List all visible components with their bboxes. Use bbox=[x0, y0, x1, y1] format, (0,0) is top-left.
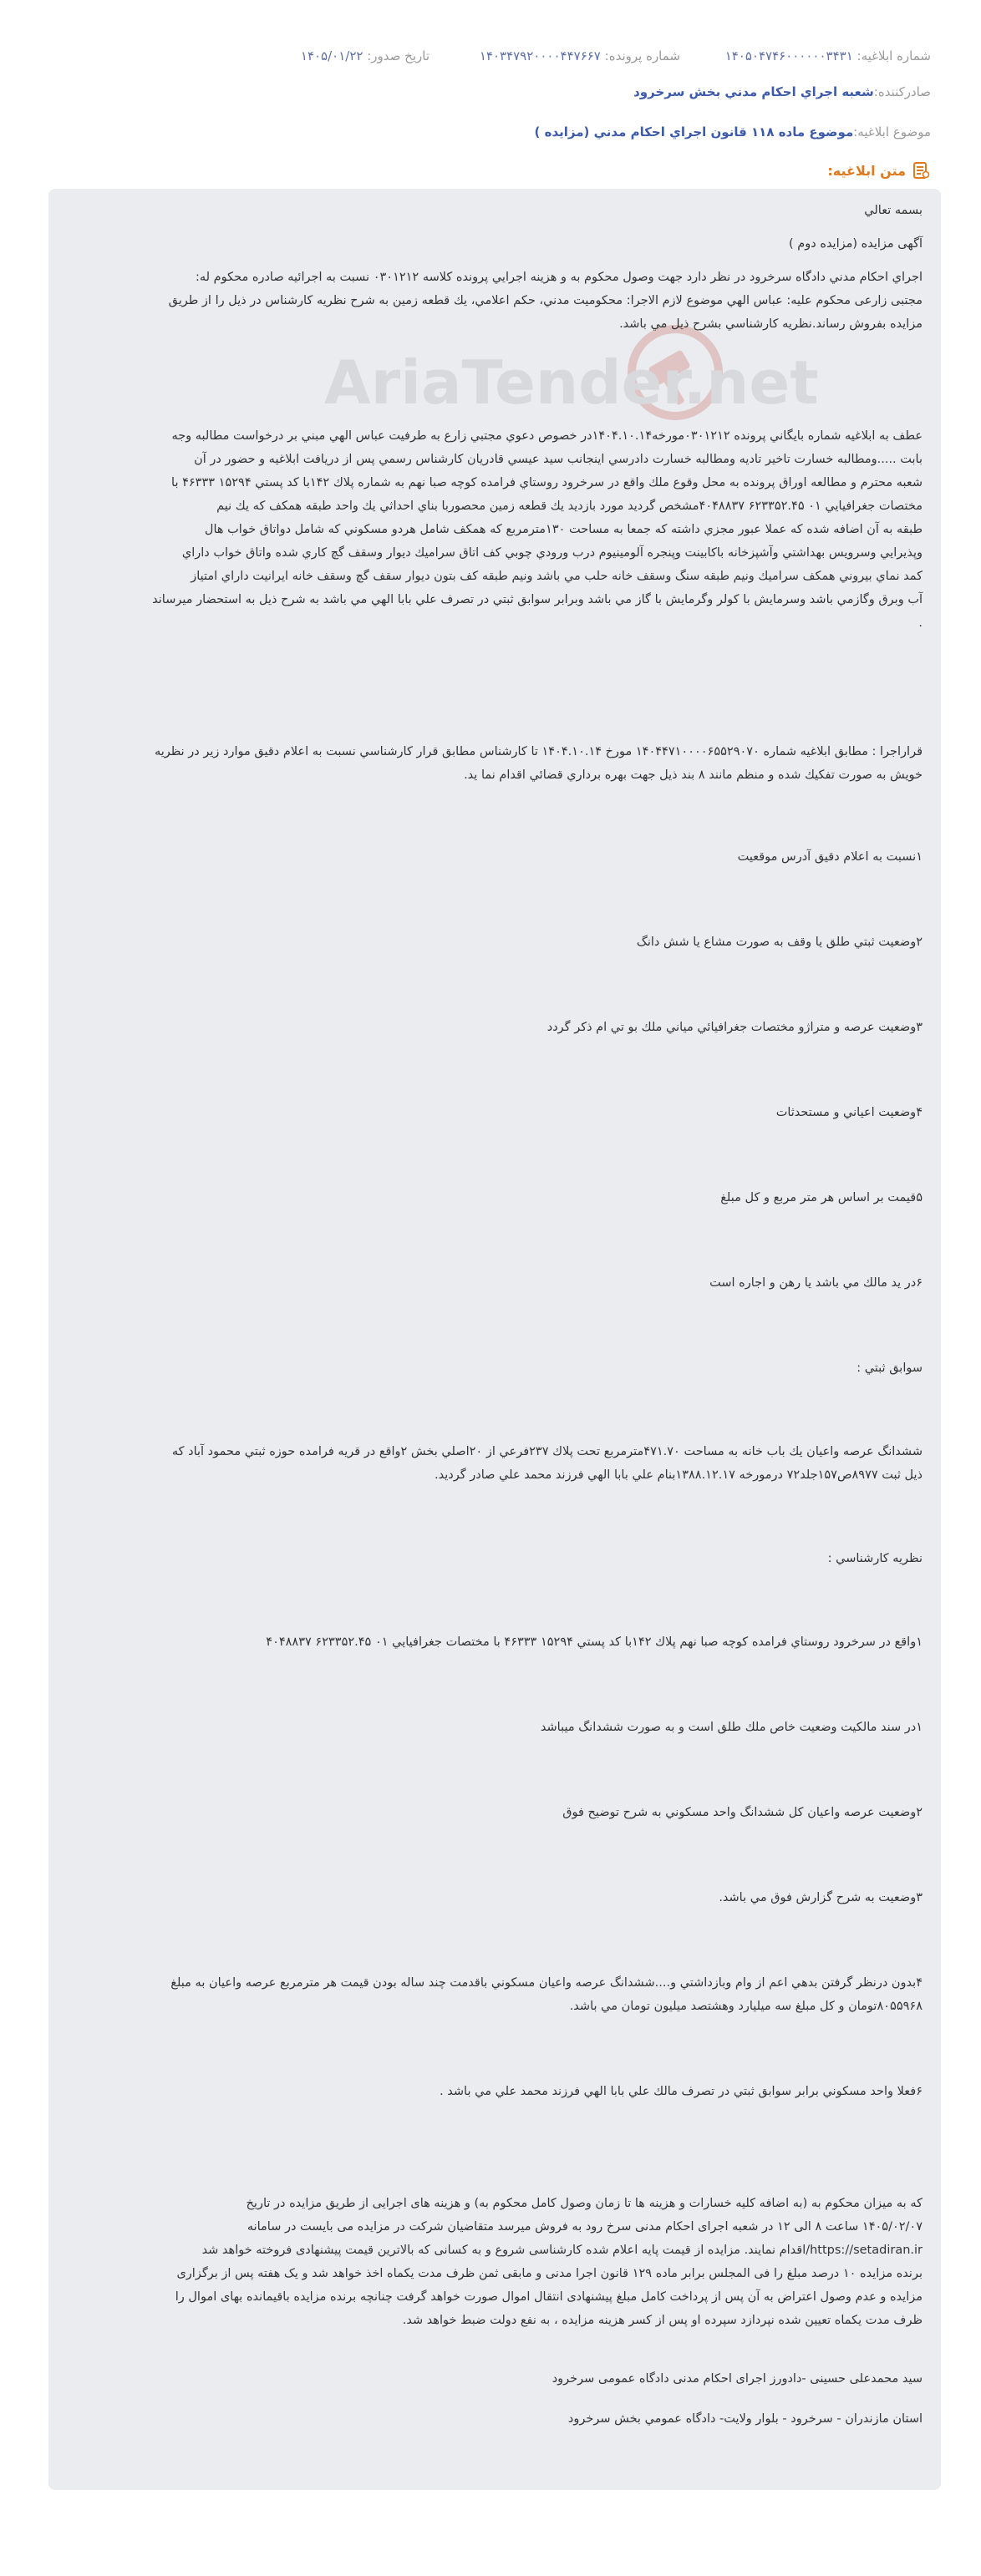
paragraph-auction-terms: که به میزان محکوم به (به اضافه کلیه خسارات و هزینه ها تا زمان وصول کامل محکوم به) و هزینه های اجرایی از طریق مزایده در تاریخ ۱۴۰۵/۰۲/۰۷ ساعت ۸ الی ۱۲ در شعبه اجرای احکام مدنی سرخ رود به فروش میرسد متقاضیان شرکت در مزایده می بایست در سامانه https://setadiran.ir/اقدام نمایند. مزایده از قیمت پایه اعلام شده کارشناسی شروع و به کسانی که بالاترین قیمت پیشنهادی فروخته خواهد شد برنده مزایده ۱۰ درصد مبلغ را فی المجلس برابر ماده ۱۲۹ قانون اجرا مدنی و مابقی ثمن ظرف مدت یکماه اخذ خواهد شد و یک هفته پس از برگزاری مزایده و عدم وصول اعتراض به آن پس از پرداخت کامل مبلغ پیشنهادی انتقال اموال صورت خواهد گرفت چنانچه برنده مزایده باقیمانده بهای اموال را ظرف مدت یکماه تعیین شده نپردازد سپرده او پس از کسر هزینه مزایده ، به نفع دولت ضبط خواهد شد. bbox=[175, 2197, 923, 2327]
hammer-logo bbox=[625, 322, 725, 423]
paragraph-order: قراراجرا : مطابق ابلاغيه شماره ۱۴۰۴۴۷۱۰۰۰۰۶۵۵۲۹۰۷۰ مورخ ۱۴۰۴.۱۰.۱۴ تا كارشناس مطابق قرار كارشناسي نسبت به اعلام دقيق موارد زير در نظريه خويش به صورت تفكيك شده و منظم مانند ۸ بند ذيل جهت بهره برداري قضائي اقدام نما يد. bbox=[154, 745, 923, 782]
list-item: ۴وضعيت اعياني و مستحدثات bbox=[775, 1106, 923, 1119]
opinion-item: ۱در سند مالكيت وضعيت خاص ملك طلق است و به صورت ششدانگ ميباشد bbox=[540, 1721, 923, 1734]
paragraph-valuation: ۴بدون درنظر گرفتن بدهي اعم از وام وبازداشتي و....ششدانگ عرصه واعيان مسكوني باقدمت چند ساله بودن قيمت هر مترمربع عرصه واعيان به مبلغ ۸۰۵۵۹۶۸تومان و كل مبلغ سه ميليارد وهشتصد ميليون تومان مي باشد. bbox=[170, 1976, 923, 2013]
opinion-item: ۲وضعيت عرصه واعيان كل ششدانگ واحد مسكوني به شرح توضيح فوق bbox=[562, 1806, 923, 1819]
list-item: ۳وضعيت عرصه و متراژو مختصات جغرافيائي مياني ملك بو تي ام ذكر گردد bbox=[546, 1021, 923, 1034]
signature-line: سید محمدعلی حسینی -دادورز اجرای احکام مدنی دادگاه عمومی سرخرود bbox=[551, 2372, 923, 2386]
subheading-registry: سوابق ثبتي : bbox=[856, 1362, 923, 1375]
watermark bbox=[199, 322, 819, 431]
issue-date: تاریخ صدور: ۱۴۰۵/۰۱/۲۲ bbox=[300, 48, 430, 63]
opinion-item: ۶فعلا واحد مسكوني برابر سوابق ثبتي در تصرف مالك علي بابا الهي فرزند محمد علي مي باشد . bbox=[440, 2085, 923, 2098]
subheading-expert-opinion: نظريه كارشناسي : bbox=[827, 1552, 923, 1565]
case-number: شماره پرونده: ۱۴۰۳۴۷۹۲۰۰۰۰۴۴۷۶۶۷ bbox=[479, 48, 680, 63]
notice-heading: آگهی مزایده (مزایده دوم ) bbox=[789, 237, 923, 251]
meta-row bbox=[50, 42, 931, 70]
document-icon bbox=[911, 160, 931, 180]
section-title: متن ابلاغیه: bbox=[50, 152, 931, 189]
opinion-item: ۳وضعيت به شرح گزارش فوق مي باشد. bbox=[719, 1891, 923, 1904]
watermark-text: AriaTender.net bbox=[324, 347, 819, 418]
list-item: ۶در يد مالك مي باشد يا رهن و اجاره است bbox=[709, 1276, 923, 1290]
subject: موضوع ابلاغیه: موضوع ماده ۱۱۸ قانون اجراي احكام مدني (مزايده ) bbox=[534, 124, 931, 139]
list-item: ۵قيمت بر اساس هر متر مربع و كل مبلغ bbox=[720, 1191, 923, 1204]
notice-number: شماره ابلاغیه: ۱۴۰۵۰۴۷۴۶۰۰۰۰۰۰۳۴۳۱ bbox=[724, 48, 931, 63]
paragraph-registry: ششدانگ عرصه واعيان يك باب خانه به مساحت ۴۷۱.۷۰مترمربع تحت پلاك ۲۳۷فرعي از ۲۰اصلي بخش ۲واقع در قريه فرامده حوزه ثبتي محمود آباد كه ذيل ثبت ۸۹۷۷ص۱۵۷جلد۷۲ درمورخه ۱۳۸۸.۱۲.۱۷بنام علي بابا الهي فرزند محمد علي صادر گرديد. bbox=[171, 1445, 923, 1482]
greeting: بسمه تعالي bbox=[864, 204, 923, 217]
list-item: ۱نسبت به اعلام دقيق آدرس موقعيت bbox=[737, 850, 923, 864]
issuer: صادرکننده: شعبه اجراي احكام مدني بخش سرخرود bbox=[633, 84, 931, 99]
paragraph-expert-report: عطف به ابلاغيه شماره بايگاني پرونده ۰۳۰۱۲۱۲مورخه۱۴۰۴.۱۰.۱۴در خصوص دعوي مجتبي زارع به طرفيت عباس الهي مبني بر درخواست مطالبه وجه بابت .....ومطالبه خسارت تاخير تاديه ومطالبه خسارت دادرسي اينجانب سيد عيسي قادريان كارشناس رسمي پس از دريافت ابلاغيه و حضور در آن شعبه محترم و مطالعه اوراق پرونده به محل وقوع ملك واقع در سرخرود روستاي فرامده كوچه صبا نهم به شماره پلاك ۱۴۲با كد پستي ۱۵۲۹۴ ۴۶۳۳۳ با مختصات جغرافيايي ۰۱ ۶۲۳۳۵۲.۴۵ ۴۰۴۸۸۳۷مشخص گرديد مورد بازديد يك قطعه زمين محصوربا بناي احداثي يك واحد طبقه همكف كه يك نيم طبقه به آن اضافه شده كه عملا عبور مجزي داشته كه جمعا به مساحت ۱۳۰مترمربع كه همكف شامل هردو مسكوني كه شامل دواتاق خواب هال وپذيرايي وسرويس بهداشتي وآشپزخانه باكابينت وپنجره آلومينيوم درب ورودي چوبي كف اتاق سراميك ديوار وسقف گچ كاري شده واتاق خواب داراي كمد نماي بيروني همكف سراميك ونيم طبقه سنگ وسقف خانه حلب مي باشد ونيم طبقه كف بتون ديوار سقف گچ وسقف خانه ايرانيت داراي امتياز آب وبرق وگازمي باشد وسرمايش با كولر وگرمايش با گاز مي باشد وبرابر سوابق ثبتي در تصرف علي بابا الهي مي باشد به شرح ذيل به استحضار ميرساند . bbox=[152, 429, 923, 630]
opinion-item: ۱واقع در سرخرود روستاي فرامده كوچه صبا نهم پلاك ۱۴۲با كد پستي ۱۵۲۹۴ ۴۶۳۳۳ با مختصات جغرافيايي ۰۱ ۶۲۳۳۵۲.۴۵ ۴۰۴۸۸۳۷ bbox=[266, 1635, 923, 1649]
notice-body bbox=[48, 189, 941, 2490]
notice-header bbox=[0, 0, 981, 189]
address-line: استان مازندران - سرخرود - بلوار ولايت- دادگاه عمومي بخش سرخرود bbox=[567, 2412, 923, 2426]
list-item: ۲وضعيت ثبتي طلق يا وقف به صورت مشاع يا شش دانگ bbox=[636, 936, 923, 949]
paragraph-intro: اجراي احكام مدني دادگاه سرخرود در نظر دارد جهت وصول محكوم به و هزينه اجرايي پرونده كلاسه ۰۳۰۱۲۱۲ نسبت به اجرائيه صادره محكوم له: مجتبی زارعی محكوم عليه: عباس الهي موضوع لازم الاجرا: محکوميت مدني، حكم اعلامي، يك قطعه زمين به شرح نظريه كارشناس در ذيل را از طريق مزايده بفروش رساند.نظريه كارشناسي بشرح ذيل مي باشد. bbox=[168, 271, 923, 331]
